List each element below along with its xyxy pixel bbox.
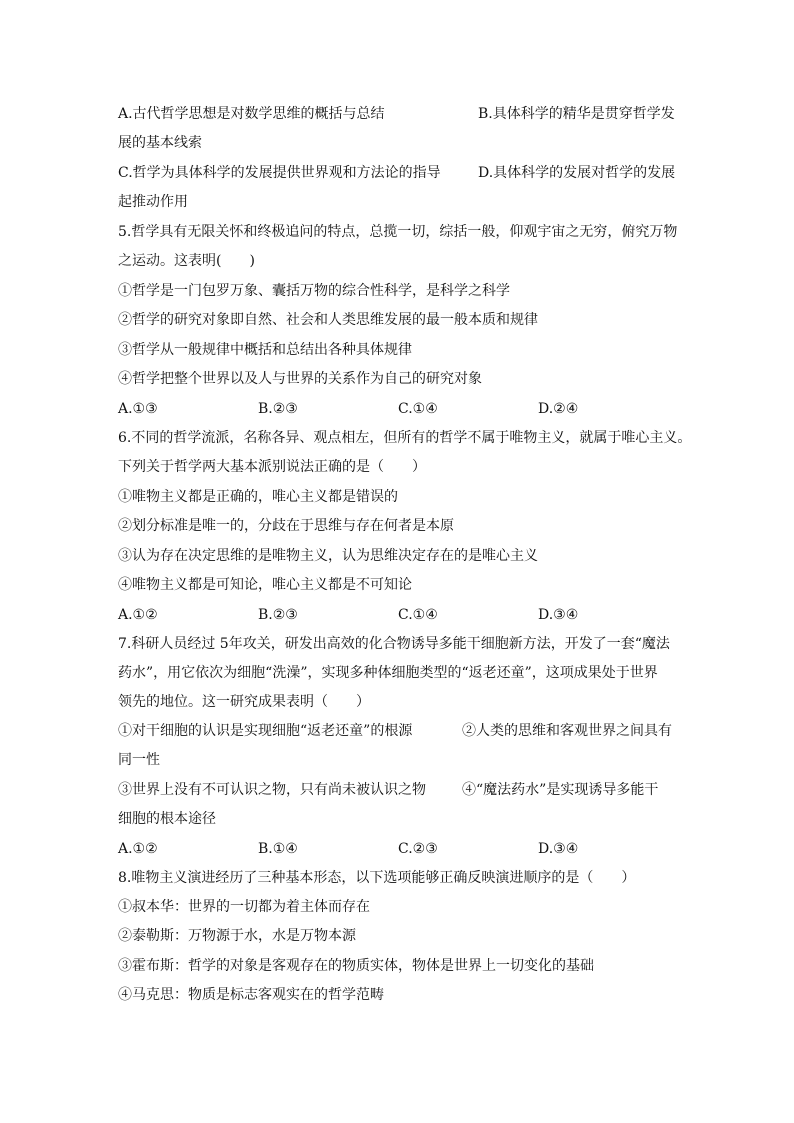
q5-choice-b: B.②③ bbox=[258, 401, 298, 417]
q6-stem-continued: 下列关于哲学两大基本派别说法正确的是（ ） bbox=[118, 459, 426, 475]
q7-choice-d: D.③④ bbox=[538, 841, 579, 857]
q5-item: ③哲学从一般规律中概括和总结出各种具体规律 bbox=[118, 342, 412, 358]
q7-stem-continued: 领先的地位。这一研究成果表明（ ） bbox=[118, 694, 370, 710]
q4-option-c: C.哲学为具体科学的发展提供世界观和方法论的指导 bbox=[118, 165, 441, 181]
q7-choice-b: B.①④ bbox=[258, 841, 298, 857]
q6-item: ①唯物主义都是正确的，唯心主义都是错误的 bbox=[118, 489, 398, 505]
q6-item: ④唯物主义都是可知论，唯心主义都是不可知论 bbox=[118, 577, 412, 593]
q7-item-1: ①对干细胞的认识是实现细胞“返老还童”的根源 bbox=[118, 723, 413, 739]
q6-choice-a: A.①② bbox=[118, 607, 158, 623]
q7-item-2-continued: 同一性 bbox=[118, 752, 160, 768]
q7-choice-a: A.①② bbox=[118, 841, 158, 857]
q6-item: ③认为存在决定思维的是唯物主义，认为思维决定存在的是唯心主义 bbox=[118, 548, 538, 564]
q4-option-d: D.具体科学的发展对哲学的发展 bbox=[478, 165, 676, 181]
q7-choice-c: C.②③ bbox=[398, 841, 438, 857]
q8-stem: 8.唯物主义演进经历了三种基本形态，以下选项能够正确反映演进顺序的是（ ） bbox=[118, 870, 636, 886]
q6-choice-c: C.①④ bbox=[398, 607, 438, 623]
q5-choice-a: A.①③ bbox=[118, 401, 158, 417]
q8-item: ②泰勒斯：万物源于水，水是万物本源 bbox=[118, 928, 356, 944]
q5-item: ①哲学是一门包罗万象、囊括万物的综合性科学，是科学之科学 bbox=[118, 283, 510, 299]
q4-option-b-continued: 展的基本线索 bbox=[118, 135, 202, 151]
q8-item: ④马克思：物质是标志客观实在的哲学范畴 bbox=[118, 987, 384, 1003]
q6-choice-b: B.②③ bbox=[258, 607, 298, 623]
q4-option-d-continued: 起推动作用 bbox=[118, 194, 188, 210]
q6-choice-d: D.③④ bbox=[538, 607, 579, 623]
q7-item-4-continued: 细胞的根本途径 bbox=[118, 811, 216, 827]
q6-item: ②划分标准是唯一的，分歧在于思维与存在何者是本原 bbox=[118, 518, 454, 534]
q4-option-b: B.具体科学的精华是贯穿哲学发 bbox=[478, 106, 675, 122]
q7-stem: 7.科研人员经过 5年攻关，研发出高效的化合物诱导多能干细胞新方法，开发了一套“魔法 bbox=[118, 636, 670, 652]
q8-item: ③霍布斯：哲学的对象是客观存在的物质实体，物体是世界上一切变化的基础 bbox=[118, 958, 594, 974]
q8-item: ①叔本华：世界的一切都为着主体而存在 bbox=[118, 899, 370, 915]
q5-choice-c: C.①④ bbox=[398, 401, 438, 417]
q5-item: ②哲学的研究对象即自然、社会和人类思维发展的最一般本质和规律 bbox=[118, 312, 538, 328]
q5-item: ④哲学把整个世界以及人与世界的关系作为自己的研究对象 bbox=[118, 371, 482, 387]
q4-option-a: A.古代哲学思想是对数学思维的概括与总结 bbox=[118, 106, 385, 122]
q7-item-4: ④“魔法药水”是实现诱导多能干 bbox=[462, 782, 659, 798]
q7-item-2: ②人类的思维和客观世界之间具有 bbox=[462, 723, 672, 739]
q5-choice-d: D.②④ bbox=[538, 401, 579, 417]
q5-stem: 5.哲学具有无限关怀和终极追问的特点，总揽一切，综括一般，仰观宇宙之无穷，俯究万物 bbox=[118, 224, 678, 240]
q5-stem-continued: 之运动。这表明( ) bbox=[118, 253, 255, 269]
q7-item-3: ③世界上没有不可认识之物，只有尚未被认识之物 bbox=[118, 782, 426, 798]
q7-stem-continued: 药水”，用它依次为细胞“洗澡”，实现多种体细胞类型的“返老还童”，这项成果处于世界 bbox=[118, 665, 658, 681]
q6-stem: 6.不同的哲学流派，名称各异、观点相左，但所有的哲学不属于唯物主义，就属于唯心主义。 bbox=[118, 430, 692, 446]
